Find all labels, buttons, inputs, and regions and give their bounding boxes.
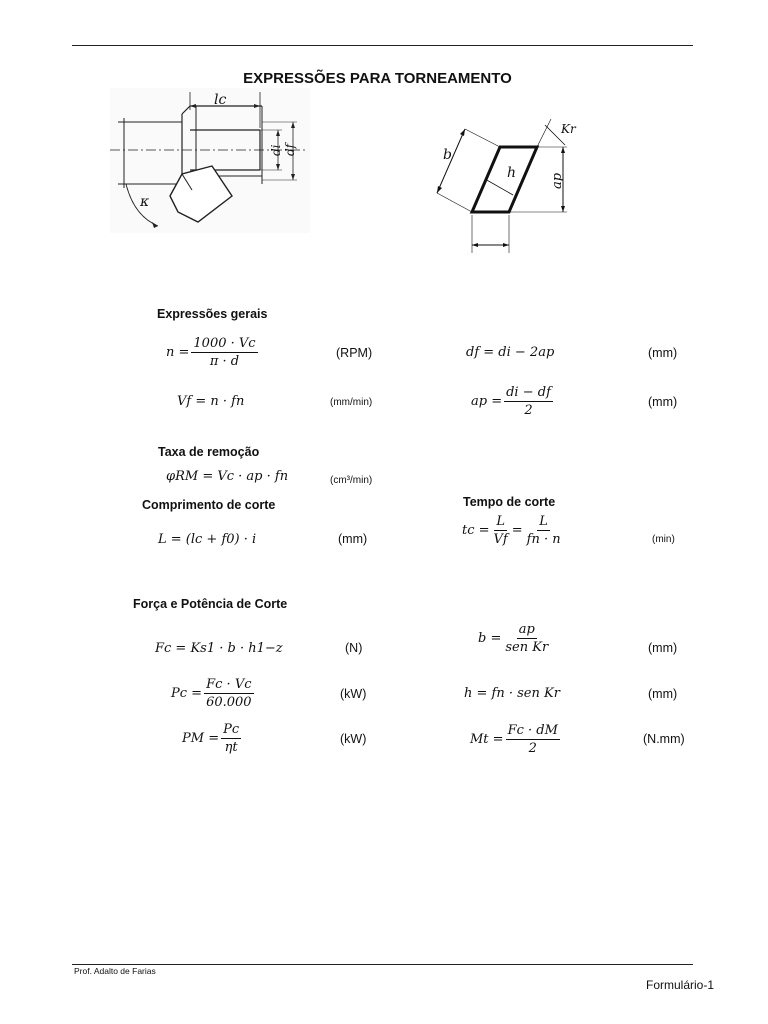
label-ap: ap <box>550 172 565 189</box>
unit-Mt: (N.mm) <box>643 732 685 746</box>
section-length: Comprimento de corte <box>142 498 276 512</box>
chip-section-diagram <box>425 115 585 255</box>
formula-phi: φRM = Vc · ap · fn <box>166 469 289 484</box>
formula-b: b = $\frac{ap}{\text{sen Kr}}$ <box>478 622 549 655</box>
formula-n: n = $\frac{1000 \cdot Vc}{\pi \cdot d}$ <box>166 336 256 369</box>
label-b: b <box>443 147 452 163</box>
formula-L: L = (lc + f0) · i <box>158 532 257 547</box>
section-removal: Taxa de remoção <box>158 445 260 459</box>
label-lc: lc <box>214 92 227 108</box>
footer-page: Formulário-1 <box>646 978 715 992</box>
label-kr: Kr <box>561 122 576 136</box>
unit-tc: (min) <box>652 534 675 545</box>
label-df: df <box>283 143 297 156</box>
section-force: Força e Potência de Corte <box>133 597 288 611</box>
footer-author: Prof. Adalto de Farias <box>74 966 156 976</box>
unit-Pm: (kW) <box>340 732 367 746</box>
unit-phi: (cm³/min) <box>330 475 373 486</box>
formula-Fc: Fc = Ks1 · b · h1−z <box>155 641 283 656</box>
page-title: EXPRESSÕES PARA TORNEAMENTO <box>243 70 512 87</box>
label-di: di <box>269 144 283 156</box>
unit-h: (mm) <box>648 687 678 701</box>
unit-L: (mm) <box>338 532 368 546</box>
unit-df: (mm) <box>648 346 678 360</box>
label-kappa: κ <box>140 194 150 210</box>
formula-vf: Vf = n · fn <box>177 394 245 409</box>
unit-n: (RPM) <box>336 346 373 360</box>
label-h: h <box>507 165 517 181</box>
unit-b: (mm) <box>648 641 678 655</box>
section-time: Tempo de corte <box>463 495 556 509</box>
formula-Mt: Mt = $\frac{Fc \cdot dM}{2}$ <box>470 723 558 756</box>
formula-df: df = di − 2ap <box>466 345 555 360</box>
top-rule <box>72 45 693 46</box>
formula-h: h = fn · sen Kr <box>464 686 560 701</box>
formula-Pm: PM = $\frac{Pc}{\eta t}$ <box>182 722 240 755</box>
unit-Pc: (kW) <box>340 687 367 701</box>
formula-tc: tc = $\frac{L}{Vf}$ = $\frac{L}{fn \cdot n}$ <box>462 514 561 547</box>
section-general: Expressões gerais <box>157 307 268 321</box>
turning-diagram <box>110 88 310 233</box>
formula-Pc: Pc = $\frac{Fc \cdot Vc}{60.000}$ <box>171 677 252 710</box>
unit-vf: (mm/min) <box>330 397 373 408</box>
footer-rule <box>72 964 693 965</box>
unit-ap: (mm) <box>648 395 678 409</box>
formula-ap: ap = $\frac{di - df}{2}$ <box>471 385 551 418</box>
unit-Fc: (N) <box>345 641 363 655</box>
